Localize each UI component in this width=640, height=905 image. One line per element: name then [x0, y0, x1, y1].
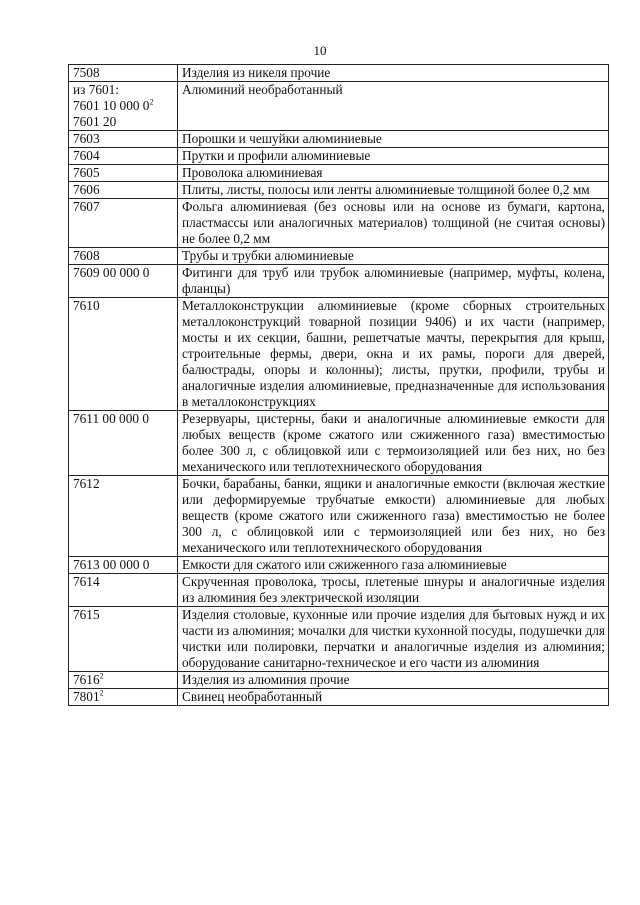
code-text: 7605	[73, 165, 100, 180]
commodity-description: Скрученная проволока, тросы, плетеные шнуры и аналогичные изделия из алюминия без электрической изоляции	[178, 574, 609, 607]
commodity-description: Фольга алюминиевая (без основы или на основе из бумаги, картона, пластмассы или аналогичных материалов) толщиной (не считая основы) не более 0,2 мм	[178, 199, 609, 248]
commodity-description: Алюминий необработанный	[178, 82, 609, 131]
code-text: 7611 00 000 0	[73, 411, 149, 426]
commodity-description: Изделия из никеля прочие	[178, 65, 609, 82]
code-text: 7614	[73, 574, 100, 589]
commodity-code	[69, 182, 178, 199]
commodity-description: Проволока алюминиевая	[178, 165, 609, 182]
code-text: 7801	[73, 689, 100, 704]
code-text: 7604	[73, 148, 100, 163]
footnote-marker: 2	[99, 688, 104, 698]
code-text: 7615	[73, 607, 100, 622]
commodity-description: Металлоконструкции алюминиевые (кроме сборных строительных металлоконструкций товарной позиции 9406) и их части (например, мосты и их секции, башни, решетчатые мачты, перекрытия для крыш, строительные фермы, двери, окна и их рамы, пороги для дверей, балюстрады, опоры и колонны); листы, прутки, профили, трубы и аналогичные изделия алюминиевые, предназначенные для использования в металлоконструкциях	[178, 298, 609, 411]
code-text: 7608	[73, 248, 100, 263]
commodity-description: Плиты, листы, полосы или ленты алюминиевые толщиной более 0,2 мм	[178, 182, 609, 199]
commodity-code	[69, 607, 178, 672]
commodity-code	[69, 248, 178, 265]
commodity-description: Порошки и чешуйки алюминиевые	[178, 131, 609, 148]
commodity-code	[69, 65, 178, 82]
commodity-code	[69, 165, 178, 182]
code-text: 7603	[73, 131, 100, 146]
table-row	[69, 411, 609, 476]
code-text-continued: 7601 20	[73, 114, 117, 129]
table-row	[69, 557, 609, 574]
code-text: 7610	[73, 298, 100, 313]
table-row	[69, 148, 609, 165]
commodity-code	[69, 411, 178, 476]
table-body	[69, 65, 609, 706]
commodity-code	[69, 131, 178, 148]
footnote-marker: 2	[149, 97, 154, 107]
commodity-description: Резервуары, цистерны, баки и аналогичные алюминиевые емкости для любых веществ (кроме сжатого или сжиженного газа) вместимостью более 300 л, с облицовкой или с термоизоляцией или без них, но без механического или теплотехнического оборудования	[178, 411, 609, 476]
commodity-description: Фитинги для труб или трубок алюминиевые (например, муфты, колена, фланцы)	[178, 265, 609, 298]
table-row	[69, 65, 609, 82]
table-row	[69, 248, 609, 265]
commodity-description: Изделия из алюминия прочие	[178, 672, 609, 689]
table-row	[69, 476, 609, 557]
footnote-marker: 2	[99, 671, 104, 681]
commodity-code	[69, 574, 178, 607]
commodity-code	[69, 689, 178, 706]
table-row	[69, 689, 609, 706]
commodity-code	[69, 476, 178, 557]
table-row	[69, 82, 609, 131]
commodity-description: Свинец необработанный	[178, 689, 609, 706]
code-text: из 7601: 7601 10 000 0	[73, 82, 150, 113]
code-text: 7613 00 000 0	[73, 557, 150, 572]
commodity-code	[69, 199, 178, 248]
commodity-description: Прутки и профили алюминиевые	[178, 148, 609, 165]
commodity-description: Трубы и трубки алюминиевые	[178, 248, 609, 265]
commodity-description: Емкости для сжатого или сжиженного газа алюминиевые	[178, 557, 609, 574]
code-text: 7612	[73, 476, 100, 491]
page-number: 10	[313, 43, 327, 58]
table-row	[69, 574, 609, 607]
commodity-description: Бочки, барабаны, банки, ящики и аналогичные емкости (включая жесткие или деформируемые трубчатые емкости) алюминиевые для любых веществ (кроме сжатого или сжиженного газа) вместимостью не более 300 л, с облицовкой или с термоизоляцией или без них, но без механического или теплотехнического оборудования	[178, 476, 609, 557]
table-row	[69, 199, 609, 248]
code-text: 7616	[73, 672, 100, 687]
table-row	[69, 131, 609, 148]
commodity-code	[69, 148, 178, 165]
code-text: 7606	[73, 182, 100, 197]
table-row	[69, 672, 609, 689]
commodity-code	[69, 298, 178, 411]
table-row	[69, 265, 609, 298]
commodity-code	[69, 265, 178, 298]
table-row	[69, 182, 609, 199]
code-text: 7607	[73, 199, 100, 214]
code-text: 7508	[73, 65, 100, 80]
code-text: 7609 00 000 0	[73, 265, 150, 280]
table-row	[69, 165, 609, 182]
commodity-description: Изделия столовые, кухонные или прочие изделия для бытовых нужд и их части из алюминия; мочалки для чистки кухонной посуды, подушечки для чистки или полировки, перчатки и аналогичные изделия из алюминия; оборудование санитарно-техническое и его части из алюминия	[178, 607, 609, 672]
table-row	[69, 298, 609, 411]
commodity-code	[69, 557, 178, 574]
commodity-code	[69, 672, 178, 689]
tariff-code-table	[68, 64, 609, 706]
commodity-code	[69, 82, 178, 131]
table-row	[69, 607, 609, 672]
